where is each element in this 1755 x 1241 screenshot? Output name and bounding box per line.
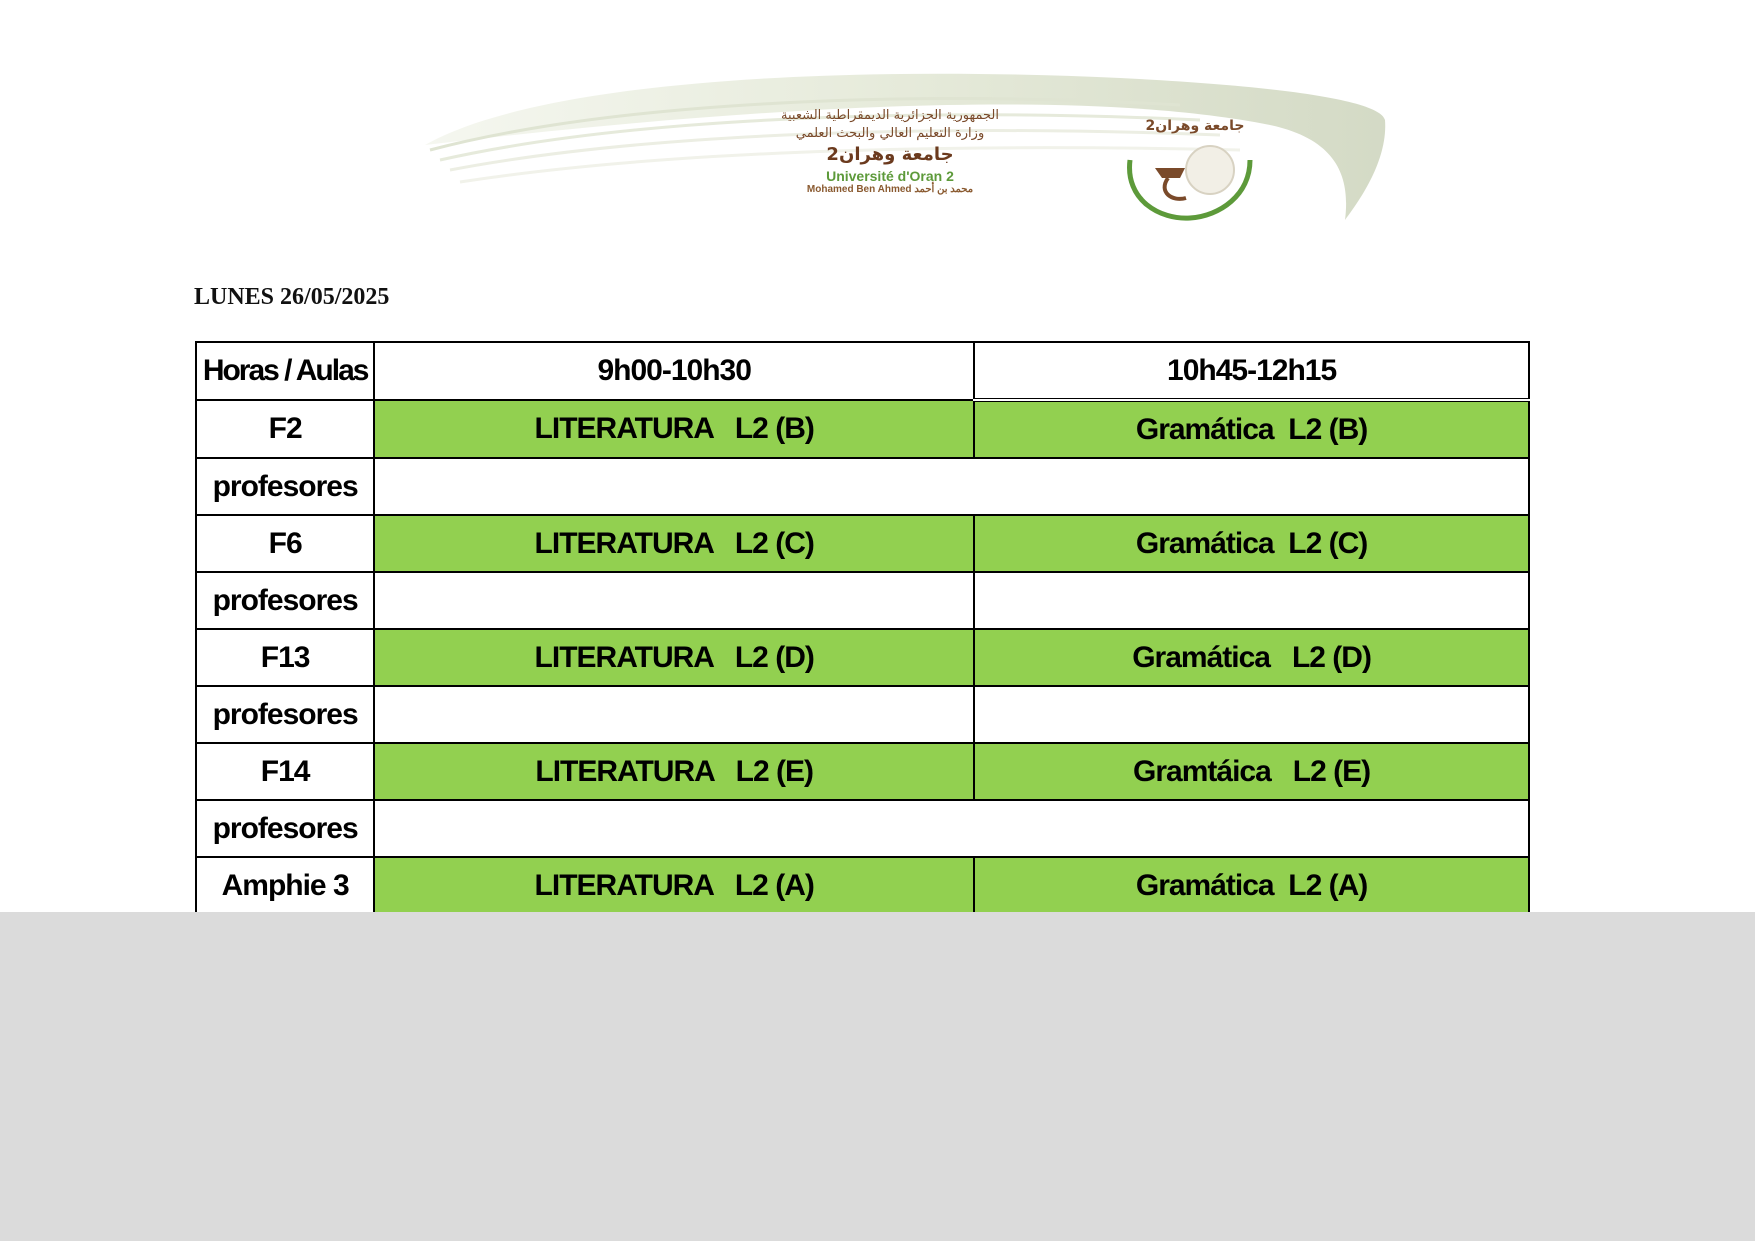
university-header-banner [420,70,1400,235]
header-french-university: Université d'Oran 2 [826,168,954,184]
teachers-cell [374,458,1529,515]
slot-2-cell: Gramática L2 (D) [974,629,1529,686]
slot-2-cell: Gramática L2 (C) [974,515,1529,572]
slot-1-cell: LITERATURA L2 (B) [374,400,974,458]
schedule-date-title: LUNES 26/05/2025 [194,284,390,310]
teachers-slot-2-cell [974,686,1529,743]
header-university-founder: Mohamed Ben Ahmed محمد بن أحمد [806,184,974,195]
table-row [196,458,1529,515]
table-row [196,572,1529,629]
room-cell: F6 [196,515,374,572]
header-arabic-republic: الجمهورية الجزائرية الديمقراطية الشعبية [781,108,999,123]
slot-1-cell: LITERATURA L2 (A) [374,857,974,912]
teachers-cell [374,800,1529,857]
header-arabic-ministry: وزارة التعليم العالي والبحث العلمي [795,126,985,141]
room-cell: F2 [196,400,374,458]
table-row [196,400,1529,458]
teachers-slot-1-cell [374,572,974,629]
slot-1-cell: LITERATURA L2 (D) [374,629,974,686]
table-row [196,686,1529,743]
header-arabic-university: جامعة وهران2 [826,144,954,165]
header-corner-cell: Horas / Aulas [196,342,374,400]
slot-2-cell: Gramática L2 (B) [974,400,1529,458]
viewer-background [0,912,1755,1241]
slot-1-cell: LITERATURA L2 (E) [374,743,974,800]
room-cell: profesores [196,458,374,515]
table-row [196,800,1529,857]
teachers-slot-2-cell [974,572,1529,629]
room-cell: F13 [196,629,374,686]
slot-2-cell: Gramática L2 (A) [974,857,1529,912]
table-header-row [196,342,1529,400]
table-row [196,515,1529,572]
table-row [196,857,1529,912]
room-cell: profesores [196,572,374,629]
table-row [196,743,1529,800]
room-cell: profesores [196,686,374,743]
exam-schedule-table [195,341,1530,912]
room-cell: F14 [196,743,374,800]
slot-1-cell: LITERATURA L2 (C) [374,515,974,572]
header-slot-2-cell: 10h45-12h15 [974,342,1529,400]
table-row [196,629,1529,686]
teachers-slot-1-cell [374,686,974,743]
slot-2-cell: Gramtáica L2 (E) [974,743,1529,800]
room-cell: profesores [196,800,374,857]
room-cell: Amphie 3 [196,857,374,912]
university-logo-text: جامعة وهران2 [1145,118,1245,134]
header-slot-1-cell: 9h00-10h30 [374,342,974,400]
